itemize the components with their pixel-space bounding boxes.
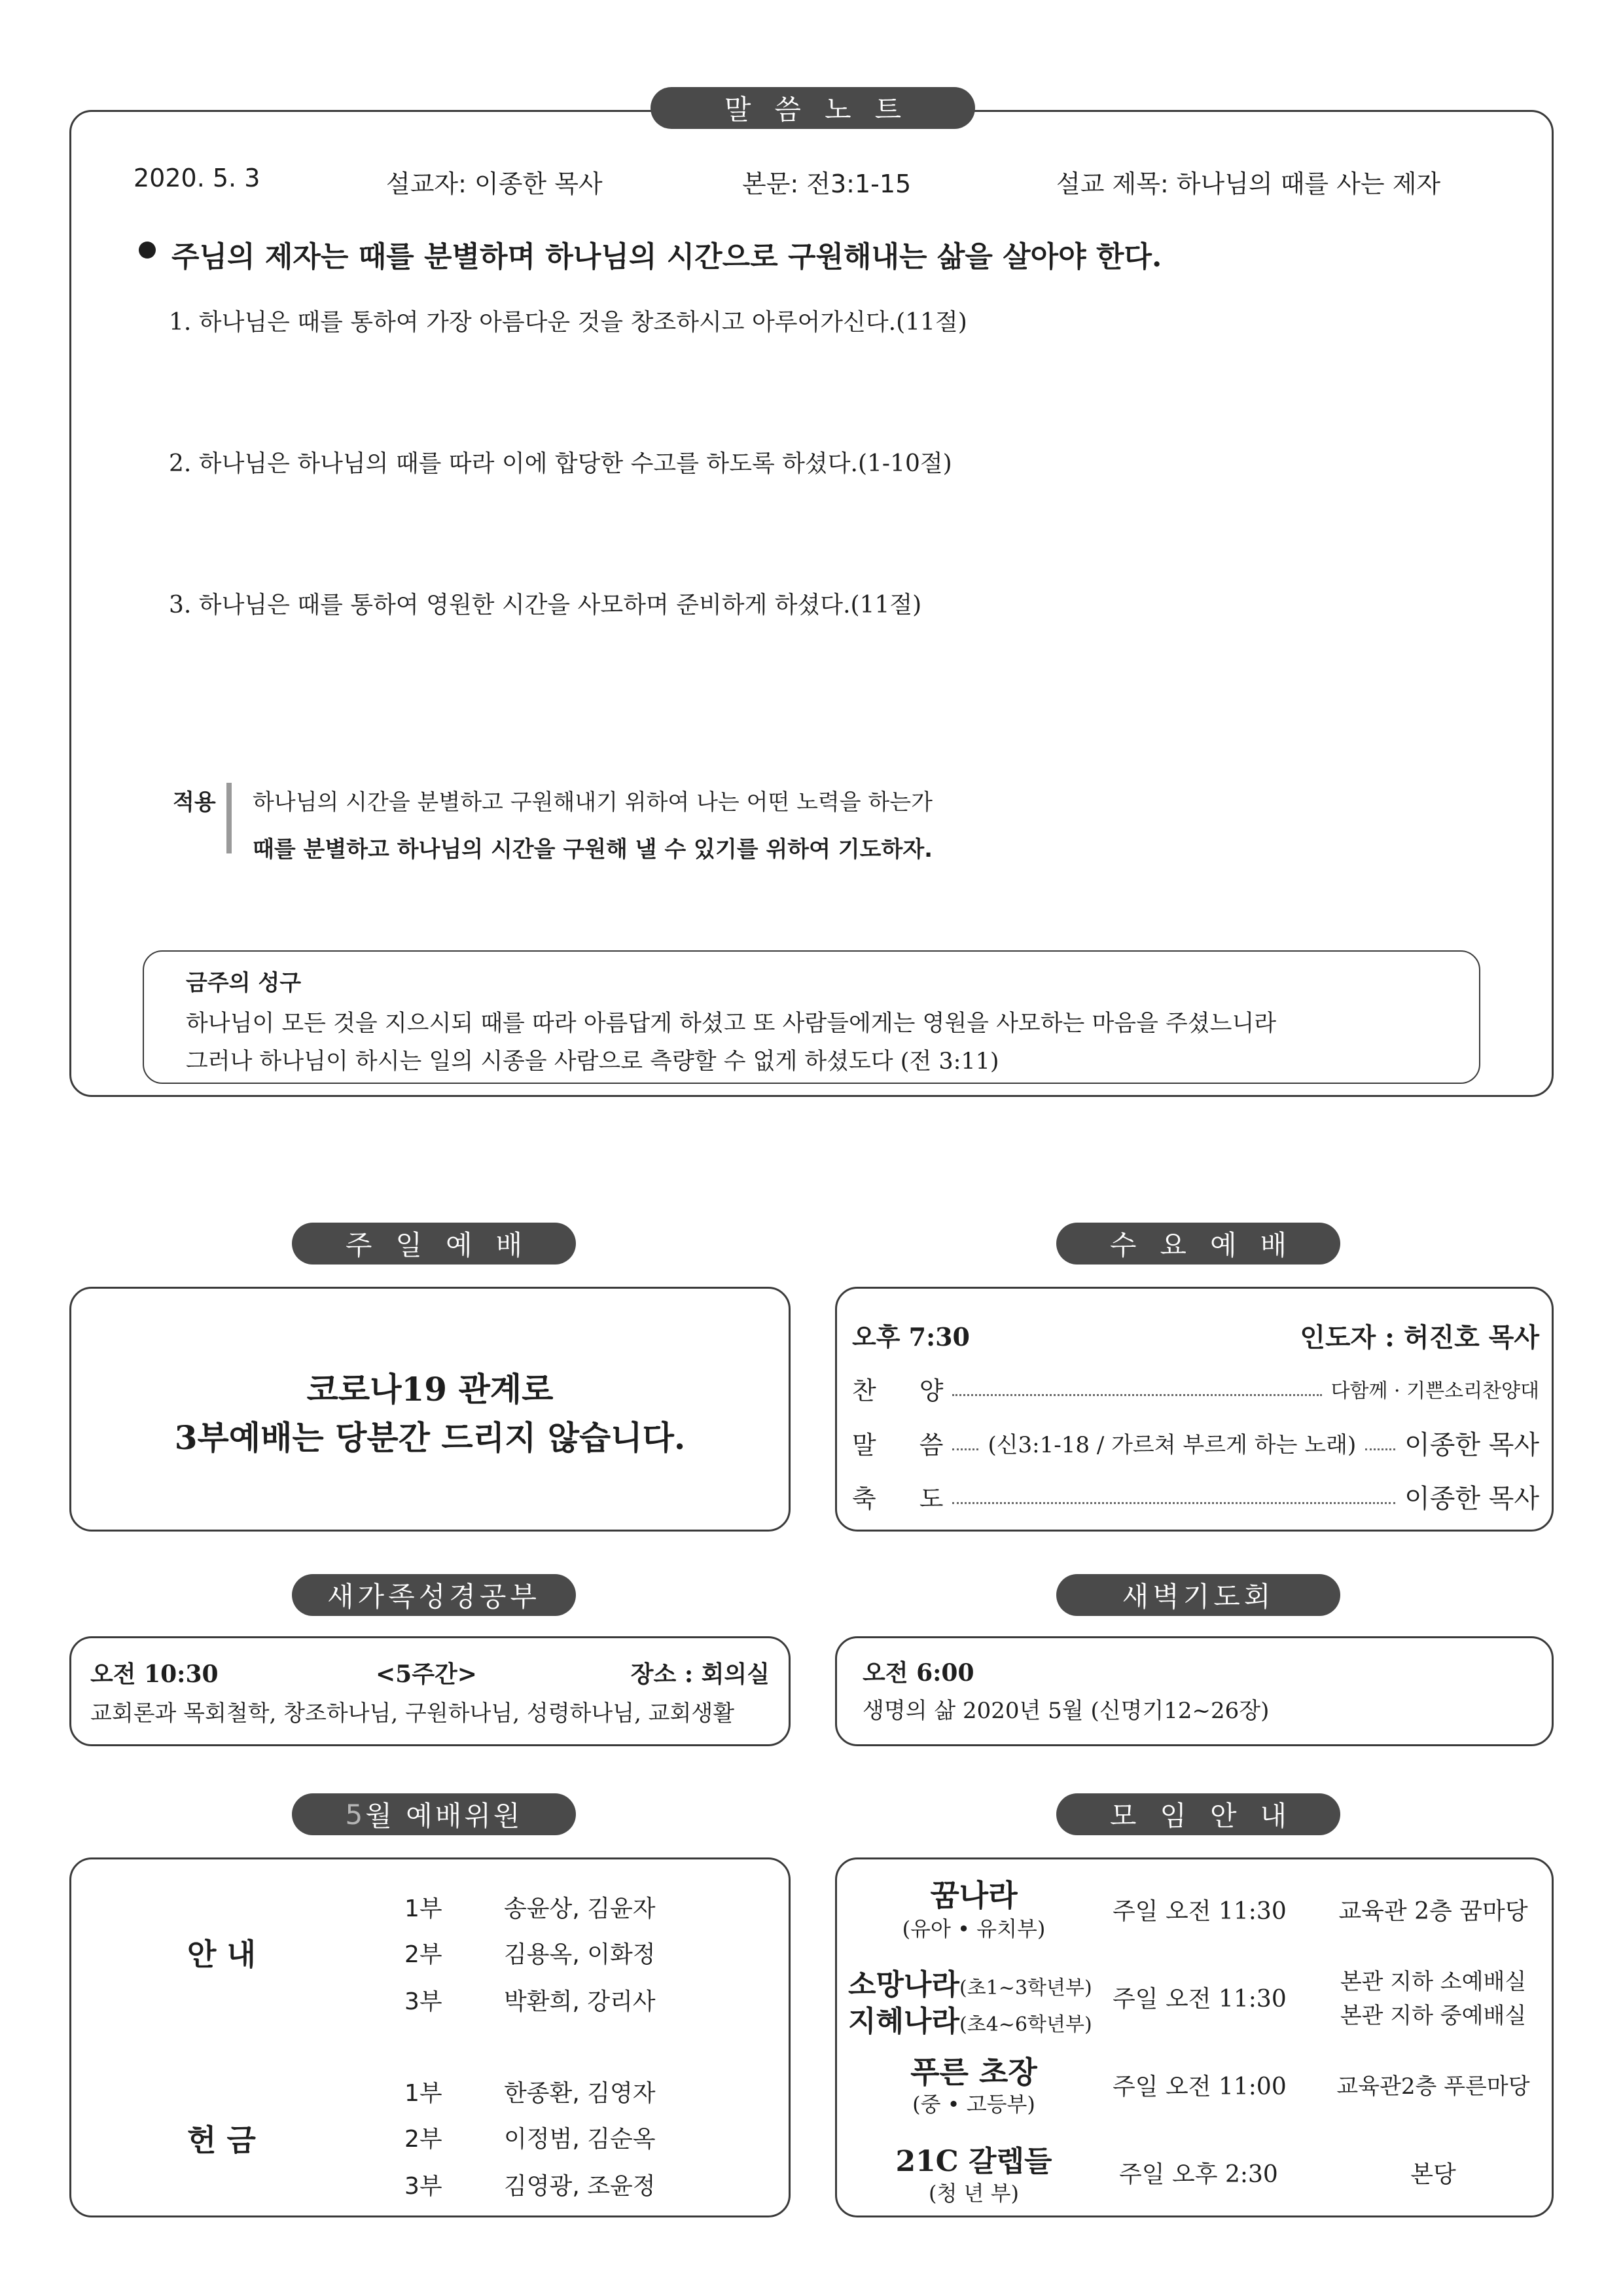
hymn-label-a: 찬 xyxy=(852,1376,876,1405)
usher-service-1: 1부 xyxy=(404,1895,442,1922)
meeting-name-2-main: 소망나라 xyxy=(848,1968,960,2001)
sunday-notice-line-1: 코로나19 관계로 xyxy=(306,1370,554,1408)
meeting-place-3: 교육관2층 푸른마당 xyxy=(1336,2073,1530,2100)
title-rest: 월 예배위원 xyxy=(365,1800,523,1832)
offering-service-2: 2부 xyxy=(404,2126,442,2153)
usher-label: 안 내 xyxy=(187,1937,256,1972)
usher-names-2: 김용옥, 이화정 xyxy=(504,1941,656,1968)
dawn-text: 생명의 삶 2020년 5월 (신명기12~26장) xyxy=(863,1698,1270,1724)
sermon-title: 설교 제목: 하나님의 때를 사는 제자 xyxy=(1056,170,1441,198)
point-3: 3. 하나님은 때를 통하여 영원한 시간을 사모하며 준비하게 하셨다.(11절) xyxy=(169,592,922,619)
sermon-text: 본문: 전3:1-15 xyxy=(742,170,912,198)
meeting-time-4: 주일 오후 2:30 xyxy=(1119,2161,1278,2188)
meeting-place-4: 본당 xyxy=(1410,2161,1456,2188)
weekly-verse-line-1: 하나님이 모든 것을 지으시되 때를 따라 아름답게 하셨고 또 사람들에게는 영원을 사모하는 마음을 주셨느니라 xyxy=(186,1011,1277,1037)
usher-service-3: 3부 xyxy=(404,1988,442,2015)
wednesday-leader: 인도자 : 허진호 목사 xyxy=(1300,1322,1539,1353)
leader-dots xyxy=(952,1394,1321,1396)
dawn-time: 오전 6:00 xyxy=(863,1659,974,1687)
meeting-name-2-sub: (초1~3학년부) xyxy=(959,1977,1092,2000)
offering-service-3: 3부 xyxy=(404,2173,442,2200)
wednesday-row-hymn xyxy=(852,1371,1539,1407)
weekly-verse-line-2: 그러나 하나님이 하시는 일의 시종을 사람으로 측량할 수 없게 하셨도다 (전 3:11) xyxy=(186,1049,999,1075)
wednesday-time: 오후 7:30 xyxy=(852,1322,970,1352)
meeting-name-2b-main: 지혜나라 xyxy=(848,2005,960,2038)
meeting-place-2b: 본관 지하 중예배실 xyxy=(1340,2003,1527,2029)
study-time: 오전 10:30 xyxy=(90,1660,219,1688)
new-family-study-title: 새가족성경공부 xyxy=(292,1574,576,1616)
dawn-prayer-box xyxy=(835,1636,1554,1746)
sermon-note-title: 말씀노트 xyxy=(651,87,975,129)
leader-dots xyxy=(952,1448,978,1450)
meeting-name-3: 푸른 초장 xyxy=(910,2054,1037,2090)
meeting-name-4: 21C 갈렙들 xyxy=(895,2145,1052,2178)
offering-service-1: 1부 xyxy=(404,2080,442,2107)
meeting-sub-3: (중 • 고등부) xyxy=(912,2092,1035,2117)
new-family-study-box xyxy=(69,1636,791,1746)
study-duration: <5주간> xyxy=(376,1660,477,1688)
offering-names-1: 한종환, 김영자 xyxy=(504,2080,656,2107)
application-divider xyxy=(226,783,232,853)
bullet-icon xyxy=(139,242,156,259)
meeting-place-1: 교육관 2층 꿈마당 xyxy=(1338,1898,1528,1925)
benediction-label-b: 도 xyxy=(919,1484,944,1513)
meeting-time-1: 주일 오전 11:30 xyxy=(1113,1898,1287,1925)
weekly-verse-title: 금주의 성구 xyxy=(186,970,302,996)
benediction-value: 이종한 목사 xyxy=(1404,1484,1539,1514)
dawn-prayer-title: 새벽기도회 xyxy=(1056,1574,1340,1616)
month-number: 5 xyxy=(345,1798,366,1831)
application-label: 적용 xyxy=(173,789,216,816)
meeting-name-2 xyxy=(848,1961,1092,2003)
meeting-name-1: 꿈나라 xyxy=(930,1878,1018,1913)
benediction-label-a: 축 xyxy=(852,1484,876,1513)
meeting-time-3: 주일 오전 11:00 xyxy=(1113,2073,1287,2100)
point-1: 1. 하나님은 때를 통하여 가장 아름다운 것을 창조하시고 아루어가신다.(11절) xyxy=(169,309,967,336)
hymn-value: 다함께 · 기쁜소리찬양대 xyxy=(1330,1379,1539,1403)
meetings-title: 모임안내 xyxy=(1056,1793,1340,1835)
application-line-1: 하나님의 시간을 분별하고 구원해내기 위하여 나는 어떤 노력을 하는가 xyxy=(253,789,933,816)
sermon-preacher: 설교자: 이종한 목사 xyxy=(386,170,603,198)
word-detail: (신3:1-18 / 가르쳐 부르게 하는 노래) xyxy=(988,1432,1357,1458)
hymn-label-b: 양 xyxy=(919,1376,944,1405)
word-label-a: 말 xyxy=(852,1431,876,1460)
meeting-time-2: 주일 오전 11:30 xyxy=(1113,1986,1287,2013)
offering-names-3: 김영광, 조윤정 xyxy=(504,2173,656,2200)
offering-label: 헌 금 xyxy=(187,2123,256,2158)
sunday-worship-title: 주일예배 xyxy=(292,1223,576,1265)
point-2: 2. 하나님은 하나님의 때를 따라 이에 합당한 수고를 하도록 하셨다.(1-10절) xyxy=(169,450,952,477)
sermon-date: 2020. 5. 3 xyxy=(134,164,260,192)
wednesday-row-word xyxy=(852,1424,1539,1462)
usher-names-1: 송윤상, 김윤자 xyxy=(504,1895,656,1922)
wednesday-row-benediction xyxy=(852,1478,1539,1515)
may-committee-title xyxy=(292,1793,576,1835)
meeting-sub-1: (유아 • 유치부) xyxy=(902,1916,1046,1941)
main-point: 주님의 제자는 때를 분별하며 하나님의 시간으로 구원해내는 삶을 살아야 한다. xyxy=(171,240,1162,274)
usher-service-2: 2부 xyxy=(404,1941,442,1968)
word-value: 이종한 목사 xyxy=(1404,1430,1539,1460)
application-line-2: 때를 분별하고 하나님의 시간을 구원해 낼 수 있기를 위하여 기도하자. xyxy=(253,836,933,863)
meeting-place-2: 본관 지하 소예배실 xyxy=(1340,1969,1527,1995)
wednesday-worship-title: 수요예배 xyxy=(1056,1223,1340,1265)
meeting-name-2b xyxy=(848,1998,1092,2039)
word-label-b: 씀 xyxy=(919,1431,944,1460)
meeting-name-2b-sub: (초4~6학년부) xyxy=(959,2013,1092,2036)
study-place: 장소 : 회의실 xyxy=(630,1660,770,1688)
study-topics: 교회론과 목회철학, 창조하나님, 구원하나님, 성령하나님, 교회생활 xyxy=(90,1700,735,1727)
usher-names-3: 박환희, 강리사 xyxy=(504,1988,656,2015)
leader-dots xyxy=(952,1502,1395,1504)
meeting-sub-4: (청 년 부) xyxy=(928,2181,1020,2206)
leader-dots xyxy=(1365,1448,1395,1450)
offering-names-2: 이정범, 김순옥 xyxy=(504,2126,656,2153)
sunday-notice-line-2: 3부예배는 당분간 드리지 않습니다. xyxy=(174,1418,686,1457)
